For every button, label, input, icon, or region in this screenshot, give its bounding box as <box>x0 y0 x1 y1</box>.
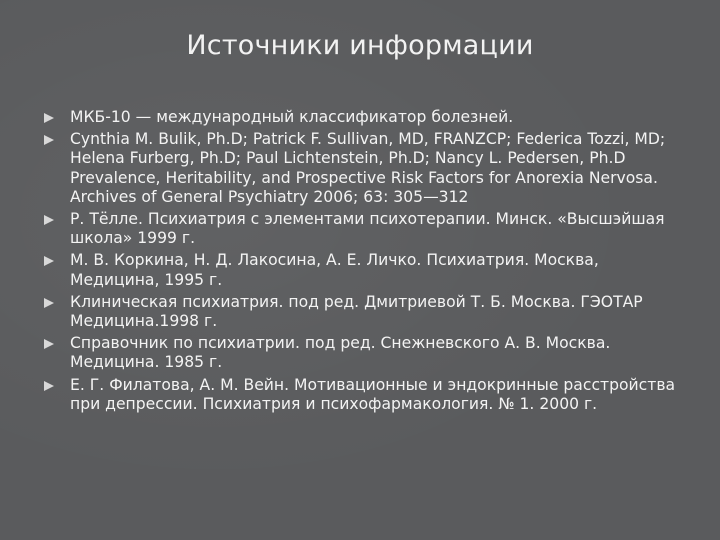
slide-title: Источники информации <box>186 30 534 61</box>
list-item-text: МКБ-10 — международный классификатор болезней. <box>70 108 514 126</box>
list-item <box>44 108 684 127</box>
sources-list <box>44 108 684 417</box>
triangle-right-icon <box>44 381 54 391</box>
list-item <box>44 210 684 248</box>
list-item-text: Справочник по психиатрии. под ред. Снежневского А. В. Москва. Медицина. 1985 г. <box>70 334 611 372</box>
triangle-right-icon <box>44 135 54 145</box>
triangle-right-icon <box>44 113 54 123</box>
triangle-right-icon <box>44 298 54 308</box>
list-item <box>44 293 684 331</box>
list-item <box>44 251 684 289</box>
list-item-text: М. В. Коркина, Н. Д. Лакосина, А. Е. Личко. Психиатрия. Москва, Медицина, 1995 г. <box>70 251 599 289</box>
list-item <box>44 376 684 414</box>
triangle-right-icon <box>44 215 54 225</box>
list-item-text: Е. Г. Филатова, А. М. Вейн. Мотивационные и эндокринные расстройства при депрессии. Психиатрия и психофармакология. № 1. 2000 г. <box>70 375 676 413</box>
triangle-right-icon <box>44 339 54 349</box>
list-item-text: Клиническая психиатрия. под ред. Дмитриевой Т. Б. Москва. ГЭОТАР Медицина.1998 г. <box>70 292 643 331</box>
list-item-text: Р. Тёлле. Психиатрия с элементами психотерапии. Минск. «Высшэйшая школа» 1999 г. <box>70 210 665 248</box>
list-item <box>44 130 684 207</box>
list-item <box>44 334 684 372</box>
list-item-text: Cynthia M. Bulik, Ph.D; Patrick F. Sullivan, MD, FRANZCP; Federica Tozzi, MD; Helena Furberg, Ph.D; Paul Lichtenstein, Ph.D; Nancy L. Pedersen, Ph.D Prevalence, Heritability, and Prospective Risk Factors for Anorexia Nervosa. Archives of General Psychiatry 2006; 63: 305—312 <box>70 130 666 206</box>
triangle-right-icon <box>44 256 54 266</box>
